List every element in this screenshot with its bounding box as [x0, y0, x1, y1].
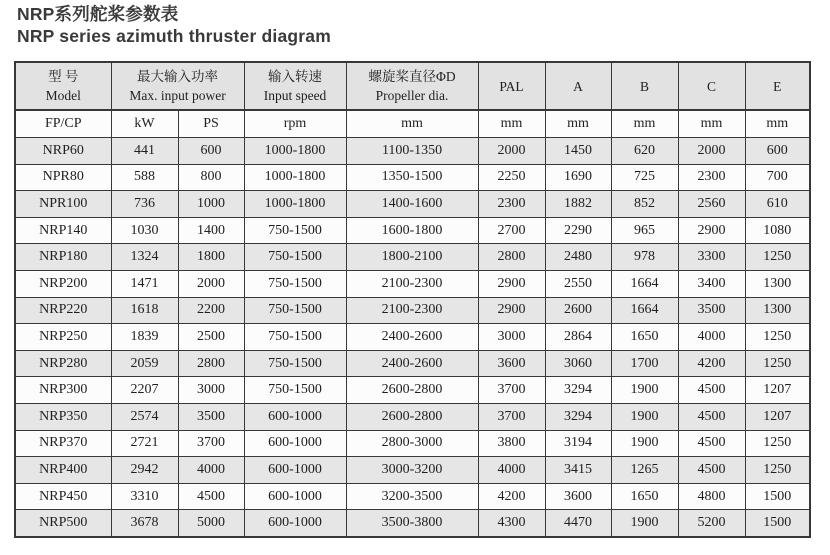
unit-cell-e: mm: [745, 110, 810, 138]
value-cell: 1250: [745, 244, 810, 271]
value-cell: 1300: [745, 270, 810, 297]
value-cell: 1800-2100: [346, 244, 478, 271]
unit-cell-b: mm: [611, 110, 678, 138]
value-cell: 2600: [545, 297, 611, 324]
header-model-en: Model: [45, 88, 81, 103]
value-cell: 1250: [745, 430, 810, 457]
value-cell: 1000-1800: [244, 138, 346, 165]
model-cell: NRP250: [15, 324, 111, 351]
unit-cell-ps: PS: [178, 110, 244, 138]
model-cell: NRP300: [15, 377, 111, 404]
value-cell: 2700: [478, 217, 545, 244]
value-cell: 2550: [545, 270, 611, 297]
value-cell: 1250: [745, 350, 810, 377]
value-cell: 600-1000: [244, 430, 346, 457]
value-cell: 1900: [611, 403, 678, 430]
value-cell: 3294: [545, 377, 611, 404]
value-cell: 2200: [178, 297, 244, 324]
table-row: [15, 457, 810, 484]
header-col-c: C: [678, 62, 745, 110]
value-cell: 965: [611, 217, 678, 244]
unit-cell-model: FP/CP: [15, 110, 111, 138]
value-cell: 4500: [678, 377, 745, 404]
value-cell: 2942: [111, 457, 178, 484]
model-cell: NRP140: [15, 217, 111, 244]
unit-cell-rpm: rpm: [244, 110, 346, 138]
value-cell: 1450: [545, 138, 611, 165]
header-input-speed-cn: 输入转速: [268, 69, 323, 84]
value-cell: 3700: [478, 403, 545, 430]
table-row: [15, 510, 810, 537]
header-input-speed: [244, 62, 346, 110]
value-cell: 1800: [178, 244, 244, 271]
value-cell: 750-1500: [244, 377, 346, 404]
value-cell: 3000: [178, 377, 244, 404]
value-cell: 5200: [678, 510, 745, 537]
value-cell: 1207: [745, 377, 810, 404]
model-cell: NRP450: [15, 483, 111, 510]
value-cell: 3700: [478, 377, 545, 404]
header-max-input-power-cn: 最大输入功率: [137, 69, 218, 84]
header-col-a: A: [545, 62, 611, 110]
value-cell: 3500-3800: [346, 510, 478, 537]
value-cell: 725: [611, 164, 678, 191]
page-title-cn: NRP系列舵桨参数表: [17, 4, 179, 24]
value-cell: 1690: [545, 164, 611, 191]
model-cell: NRP220: [15, 297, 111, 324]
model-cell: NRP500: [15, 510, 111, 537]
table-row: [15, 244, 810, 271]
value-cell: 3000-3200: [346, 457, 478, 484]
value-cell: 1700: [611, 350, 678, 377]
value-cell: 1618: [111, 297, 178, 324]
value-cell: 1900: [611, 377, 678, 404]
value-cell: 1350-1500: [346, 164, 478, 191]
header-model-cn: 型 号: [48, 69, 79, 84]
value-cell: 1100-1350: [346, 138, 478, 165]
value-cell: 4000: [478, 457, 545, 484]
value-cell: 1265: [611, 457, 678, 484]
unit-cell-pal: mm: [478, 110, 545, 138]
value-cell: 3500: [178, 403, 244, 430]
value-cell: 600-1000: [244, 457, 346, 484]
value-cell: 600-1000: [244, 510, 346, 537]
value-cell: 2900: [478, 297, 545, 324]
value-cell: 3800: [478, 430, 545, 457]
value-cell: 852: [611, 191, 678, 218]
value-cell: 4500: [178, 483, 244, 510]
value-cell: 1324: [111, 244, 178, 271]
unit-cell-c: mm: [678, 110, 745, 138]
value-cell: 736: [111, 191, 178, 218]
unit-cell-dia: mm: [346, 110, 478, 138]
value-cell: 4800: [678, 483, 745, 510]
value-cell: 750-1500: [244, 244, 346, 271]
value-cell: 1250: [745, 457, 810, 484]
value-cell: 1300: [745, 297, 810, 324]
value-cell: 610: [745, 191, 810, 218]
header-input-speed-en: Input speed: [263, 88, 327, 103]
value-cell: 1650: [611, 324, 678, 351]
units-row: [15, 110, 810, 138]
value-cell: 3300: [678, 244, 745, 271]
value-cell: 4200: [478, 483, 545, 510]
value-cell: 3600: [545, 483, 611, 510]
header-col-b: B: [611, 62, 678, 110]
value-cell: 600-1000: [244, 483, 346, 510]
value-cell: 1900: [611, 510, 678, 537]
value-cell: 620: [611, 138, 678, 165]
table-row: [15, 138, 810, 165]
model-cell: NRP370: [15, 430, 111, 457]
value-cell: 3294: [545, 403, 611, 430]
header-propeller-dia-en: Propeller dia.: [375, 88, 449, 103]
value-cell: 1839: [111, 324, 178, 351]
value-cell: 2800: [478, 244, 545, 271]
value-cell: 4500: [678, 457, 745, 484]
value-cell: 2100-2300: [346, 297, 478, 324]
value-cell: 3600: [478, 350, 545, 377]
value-cell: 3678: [111, 510, 178, 537]
value-cell: 2059: [111, 350, 178, 377]
unit-cell-kw: kW: [111, 110, 178, 138]
table-row: [15, 217, 810, 244]
value-cell: 2300: [678, 164, 745, 191]
value-cell: 1600-1800: [346, 217, 478, 244]
value-cell: 2574: [111, 403, 178, 430]
value-cell: 588: [111, 164, 178, 191]
model-cell: NPR80: [15, 164, 111, 191]
header-propeller-dia: [346, 62, 478, 110]
table-row: [15, 191, 810, 218]
value-cell: 750-1500: [244, 324, 346, 351]
header-max-input-power-en: Max. input power: [129, 88, 226, 103]
value-cell: 4200: [678, 350, 745, 377]
table-row: [15, 350, 810, 377]
value-cell: 2400-2600: [346, 324, 478, 351]
value-cell: 1030: [111, 217, 178, 244]
value-cell: 1000-1800: [244, 191, 346, 218]
value-cell: 1882: [545, 191, 611, 218]
value-cell: 2300: [478, 191, 545, 218]
model-cell: NRP180: [15, 244, 111, 271]
header-max-input-power: [111, 62, 244, 110]
value-cell: 3700: [178, 430, 244, 457]
header-row: [15, 62, 810, 110]
value-cell: 3000: [478, 324, 545, 351]
value-cell: 600: [178, 138, 244, 165]
value-cell: 800: [178, 164, 244, 191]
value-cell: 1000-1800: [244, 164, 346, 191]
value-cell: 978: [611, 244, 678, 271]
model-cell: NRP400: [15, 457, 111, 484]
value-cell: 1500: [745, 483, 810, 510]
value-cell: 2400-2600: [346, 350, 478, 377]
value-cell: 3415: [545, 457, 611, 484]
table-row: [15, 297, 810, 324]
header-col-e: E: [745, 62, 810, 110]
value-cell: 441: [111, 138, 178, 165]
table-row: [15, 164, 810, 191]
value-cell: 3500: [678, 297, 745, 324]
value-cell: 750-1500: [244, 297, 346, 324]
table-row: [15, 324, 810, 351]
value-cell: 3200-3500: [346, 483, 478, 510]
page-title-en: NRP series azimuth thruster diagram: [17, 26, 331, 46]
value-cell: 3060: [545, 350, 611, 377]
value-cell: 600-1000: [244, 403, 346, 430]
value-cell: 1664: [611, 297, 678, 324]
value-cell: 2721: [111, 430, 178, 457]
value-cell: 4000: [178, 457, 244, 484]
table-row: [15, 430, 810, 457]
value-cell: 4000: [678, 324, 745, 351]
thruster-spec-table: [14, 61, 811, 538]
value-cell: 4470: [545, 510, 611, 537]
model-cell: NRP280: [15, 350, 111, 377]
value-cell: 2500: [178, 324, 244, 351]
value-cell: 2864: [545, 324, 611, 351]
table-row: [15, 403, 810, 430]
value-cell: 3400: [678, 270, 745, 297]
table-row: [15, 483, 810, 510]
value-cell: 3194: [545, 430, 611, 457]
value-cell: 1400: [178, 217, 244, 244]
value-cell: 1650: [611, 483, 678, 510]
table-row: [15, 270, 810, 297]
header-pal: PAL: [478, 62, 545, 110]
value-cell: 1080: [745, 217, 810, 244]
value-cell: 5000: [178, 510, 244, 537]
value-cell: 2800: [178, 350, 244, 377]
value-cell: 1471: [111, 270, 178, 297]
header-propeller-dia-cn: 螺旋桨直径ΦD: [368, 69, 456, 84]
value-cell: 2250: [478, 164, 545, 191]
value-cell: 2480: [545, 244, 611, 271]
value-cell: 1207: [745, 403, 810, 430]
value-cell: 3310: [111, 483, 178, 510]
value-cell: 1900: [611, 430, 678, 457]
value-cell: 1500: [745, 510, 810, 537]
value-cell: 2000: [478, 138, 545, 165]
value-cell: 2800-3000: [346, 430, 478, 457]
model-cell: NPR100: [15, 191, 111, 218]
value-cell: 1000: [178, 191, 244, 218]
value-cell: 2900: [478, 270, 545, 297]
value-cell: 2900: [678, 217, 745, 244]
value-cell: 4500: [678, 403, 745, 430]
value-cell: 2100-2300: [346, 270, 478, 297]
value-cell: 1664: [611, 270, 678, 297]
value-cell: 4300: [478, 510, 545, 537]
value-cell: 750-1500: [244, 217, 346, 244]
table-body: [15, 138, 810, 537]
value-cell: 2000: [178, 270, 244, 297]
value-cell: 2560: [678, 191, 745, 218]
value-cell: 4500: [678, 430, 745, 457]
value-cell: 1250: [745, 324, 810, 351]
model-cell: NRP200: [15, 270, 111, 297]
value-cell: 2600-2800: [346, 377, 478, 404]
value-cell: 750-1500: [244, 350, 346, 377]
unit-cell-a: mm: [545, 110, 611, 138]
value-cell: 1400-1600: [346, 191, 478, 218]
value-cell: 750-1500: [244, 270, 346, 297]
value-cell: 2290: [545, 217, 611, 244]
header-model: [15, 62, 111, 110]
value-cell: 2207: [111, 377, 178, 404]
value-cell: 2600-2800: [346, 403, 478, 430]
model-cell: NRP60: [15, 138, 111, 165]
value-cell: 2000: [678, 138, 745, 165]
model-cell: NRP350: [15, 403, 111, 430]
value-cell: 700: [745, 164, 810, 191]
table-row: [15, 377, 810, 404]
value-cell: 600: [745, 138, 810, 165]
